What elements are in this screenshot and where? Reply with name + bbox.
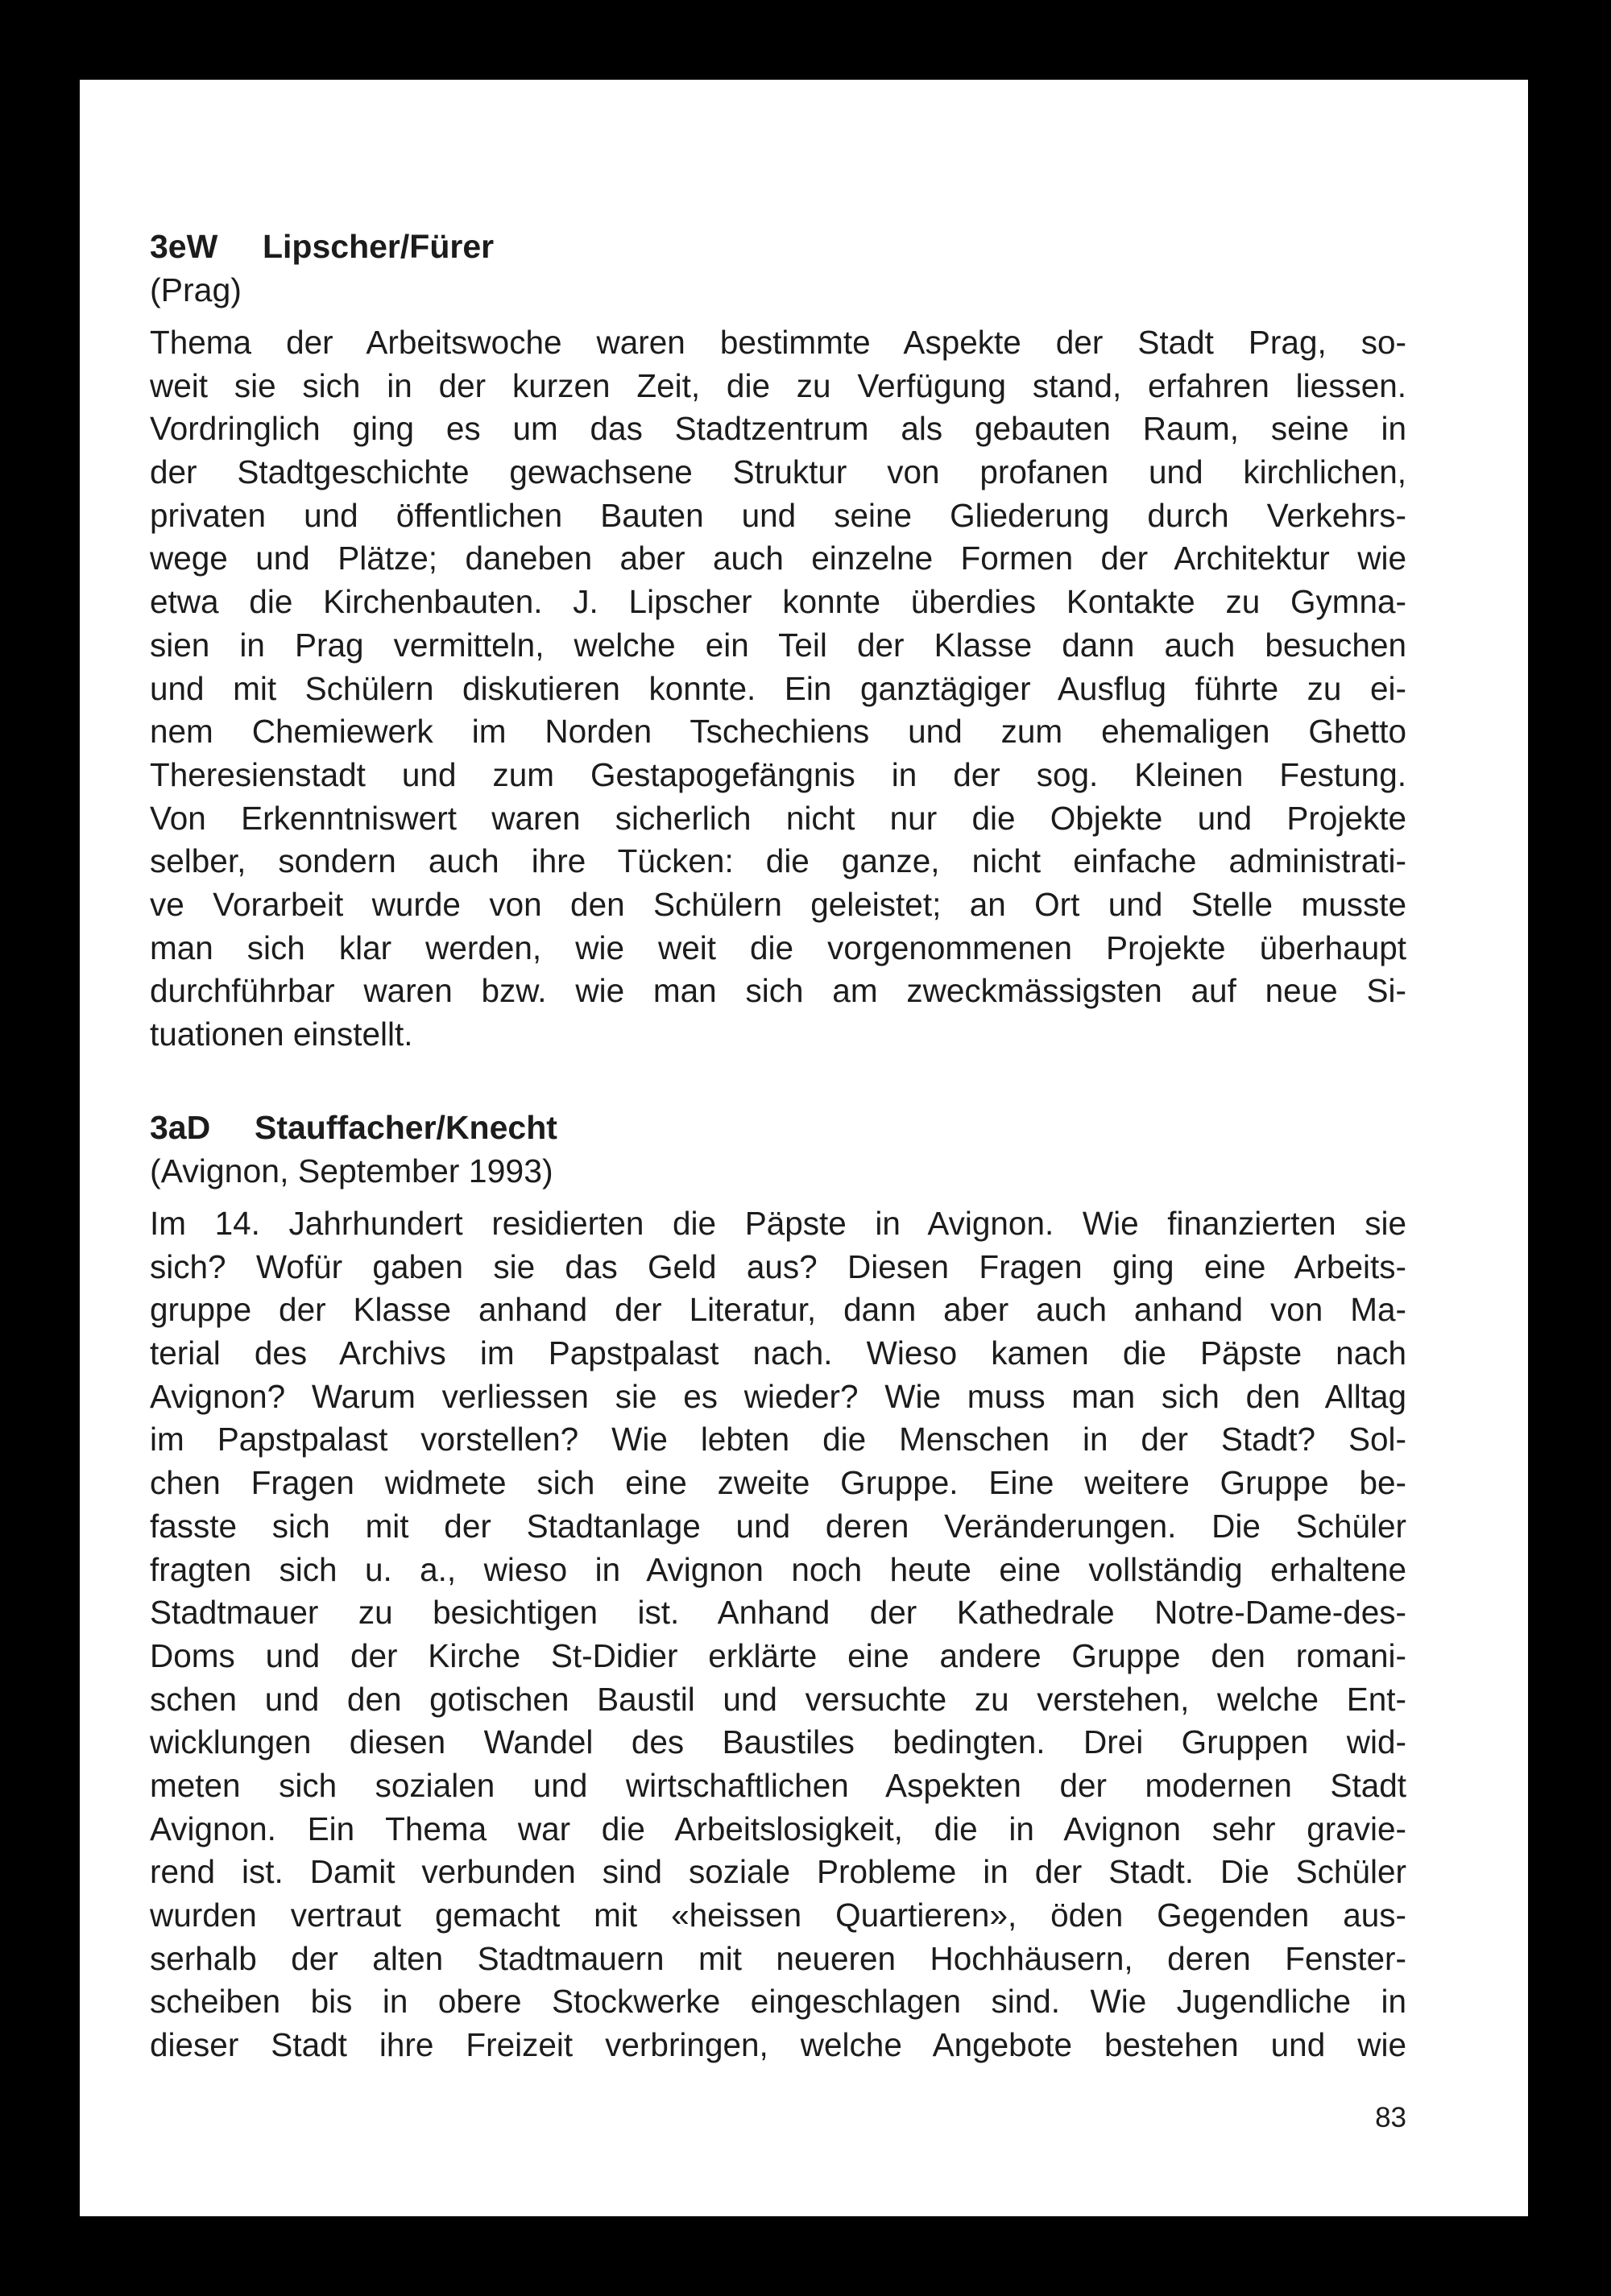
body-line: und mit Schülern diskutieren konnte. Ein ganztägiger Ausflug führte zu ei-: [150, 669, 1406, 707]
body-line: Von Erkenntniswert waren sicherlich nicht nur die Objekte und Projekte: [150, 799, 1406, 837]
section-title: Lipscher/Fürer: [263, 228, 495, 265]
body-line: fragten sich u. a., wieso in Avignon noch heute eine vollständig erhaltene: [150, 1550, 1406, 1588]
section-subtitle: (Prag): [150, 271, 242, 308]
section-heading: [150, 1106, 1406, 1149]
body-line: dieser Stadt ihre Freizeit verbringen, welche Angebote bestehen und wie: [150, 2026, 1406, 2064]
body-line: serhalb der alten Stadtmauern mit neueren Hochhäusern, deren Fenster-: [150, 1939, 1406, 1977]
body-line: sich? Wofür gaben sie das Geld aus? Diesen Fragen ging eine Arbeits-: [150, 1247, 1406, 1285]
body-line: wege und Plätze; daneben aber auch einzelne Formen der Architektur wie: [150, 540, 1406, 577]
body-line: wicklungen diesen Wandel des Baustiles bedingten. Drei Gruppen wid-: [150, 1723, 1406, 1761]
section-subtitle: (Avignon, September 1993): [150, 1152, 553, 1189]
body-line: sien in Prag vermitteln, welche ein Teil der Klasse dann auch besuchen: [150, 626, 1406, 664]
body-line: terial des Archivs im Papstpalast nach. Wieso kamen die Päpste nach: [150, 1334, 1406, 1372]
body-line: rend ist. Damit verbunden sind soziale Probleme in der Stadt. Die Schüler: [150, 1853, 1406, 1891]
body-line: Theresienstadt und zum Gestapogefängnis in der sog. Kleinen Festung.: [150, 755, 1406, 793]
section-body: [150, 1193, 1406, 2067]
body-line: Avignon? Warum verliessen sie es wieder? Wie muss man sich den Alltag: [150, 1377, 1406, 1415]
body-line: privaten und öffentlichen Bauten und seine Gliederung durch Verkehrs-: [150, 496, 1406, 534]
body-line: scheiben bis in obere Stockwerke eingeschlagen sind. Wie Jugendliche in: [150, 1983, 1406, 2021]
page-number: 83: [1375, 2102, 1406, 2133]
body-line: Stadtmauer zu besichtigen ist. Anhand der Kathedrale Notre-Dame-des-: [150, 1594, 1406, 1632]
body-line: ve Vorarbeit wurde von den Schülern geleistet; an Ort und Stelle musste: [150, 885, 1406, 923]
section-3ad: [150, 1106, 1406, 2067]
body-line: schen und den gotischen Baustil und versuchte zu verstehen, welche Ent-: [150, 1680, 1406, 1718]
body-line: nem Chemiewerk im Norden Tschechiens und zum ehemaligen Ghetto: [150, 713, 1406, 751]
section-title: Stauffacher/Knecht: [255, 1109, 557, 1146]
body-line: selber, sondern auch ihre Tücken: die ganze, nicht einfache administrati-: [150, 842, 1406, 880]
document-page: [80, 80, 1528, 2216]
body-line: weit sie sich in der kurzen Zeit, die zu Verfügung stand, erfahren liessen.: [150, 366, 1406, 404]
body-line: der Stadtgeschichte gewachsene Struktur von profanen und kirchlichen,: [150, 453, 1406, 491]
section-heading: [150, 225, 1406, 268]
body-line: wurden vertraut gemacht mit «heissen Quartieren», öden Gegenden aus-: [150, 1897, 1406, 1934]
body-line: im Papstpalast vorstellen? Wie lebten die Menschen in der Stadt? Sol-: [150, 1421, 1406, 1458]
body-line: Doms und der Kirche St-Didier erklärte eine andere Gruppe den romani-: [150, 1636, 1406, 1674]
body-line: Im 14. Jahrhundert residierten die Päpste in Avignon. Wie finanzierten sie: [150, 1205, 1406, 1242]
body-line: tuationen einstellt.: [150, 1016, 413, 1053]
body-line: etwa die Kirchenbauten. J. Lipscher konnte überdies Kontakte zu Gymna-: [150, 583, 1406, 621]
section-body: [150, 312, 1406, 1057]
body-line: Avignon. Ein Thema war die Arbeitslosigkeit, die in Avignon sehr gravie-: [150, 1810, 1406, 1847]
section-3ew: [150, 225, 1406, 1057]
section-code: 3eW: [150, 228, 218, 265]
section-code: 3aD: [150, 1109, 211, 1146]
body-line: durchführbar waren bzw. wie man sich am zweckmässigsten auf neue Si-: [150, 972, 1406, 1010]
body-line: Thema der Arbeitswoche waren bestimmte Aspekte der Stadt Prag, so-: [150, 324, 1406, 361]
body-line: gruppe der Klasse anhand der Literatur, dann aber auch anhand von Ma-: [150, 1291, 1406, 1329]
body-line: meten sich sozialen und wirtschaftlichen Aspekten der modernen Stadt: [150, 1766, 1406, 1804]
body-line: fasste sich mit der Stadtanlage und deren Veränderungen. Die Schüler: [150, 1507, 1406, 1545]
body-line: Vordringlich ging es um das Stadtzentrum als gebauten Raum, seine in: [150, 410, 1406, 448]
body-line: chen Fragen widmete sich eine zweite Gruppe. Eine weitere Gruppe be-: [150, 1464, 1406, 1502]
body-line: man sich klar werden, wie weit die vorgenommenen Projekte überhaupt: [150, 929, 1406, 966]
